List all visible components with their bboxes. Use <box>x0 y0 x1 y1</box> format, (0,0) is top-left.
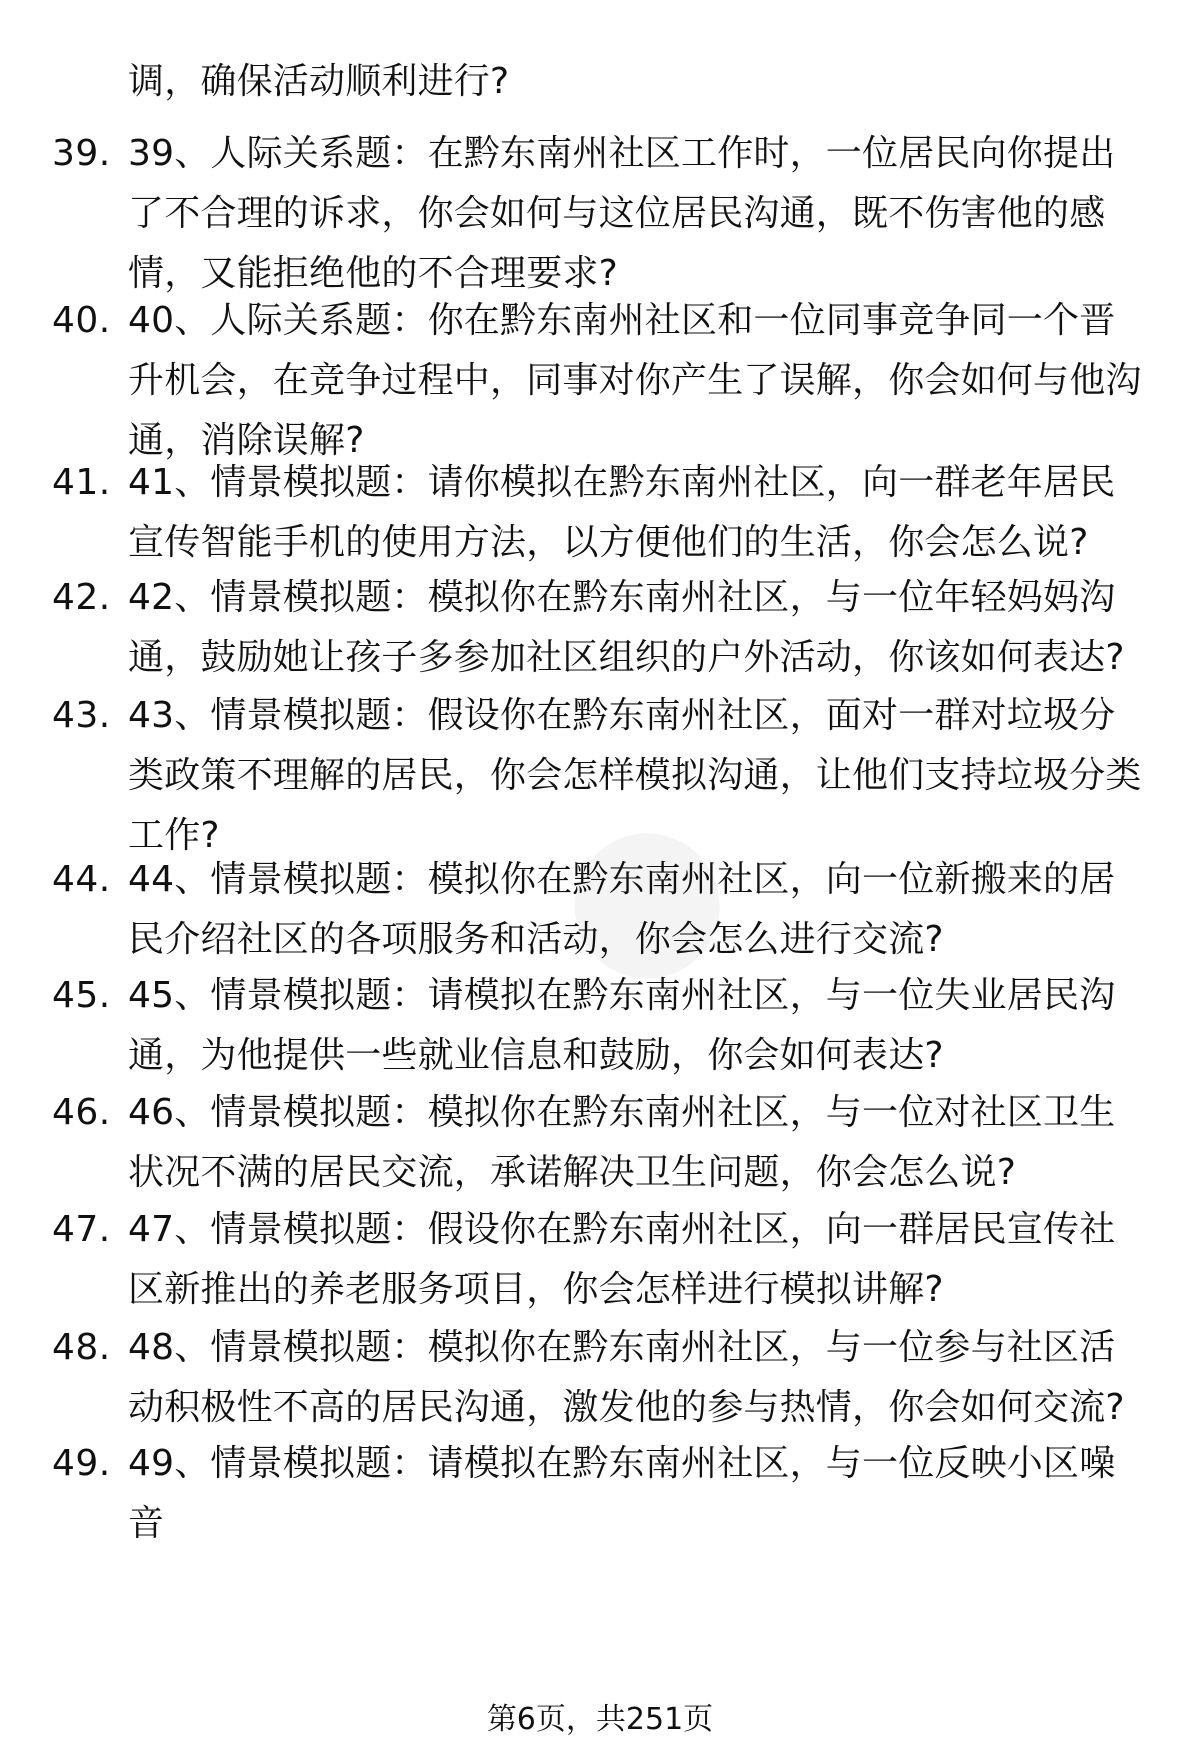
question-number: 42. <box>52 577 111 618</box>
continuation-text: 调，确保活动顺利进行? <box>128 61 510 102</box>
question-number: 49. <box>52 1443 111 1484</box>
question-text: 39、人际关系题：在黔东南州社区工作时，一位居民向你提出了不合理的诉求，你会如何与这位居民沟通，既不伤害他的感情，又能拒绝他的不合理要求? <box>128 133 1116 294</box>
question-number: 48. <box>52 1327 111 1368</box>
question-text: 42、情景模拟题：模拟你在黔东南州社区，与一位年轻妈妈沟通，鼓励她让孩子多参加社区组织的户外活动，你该如何表达? <box>128 577 1125 678</box>
question-text: 48、情景模拟题：模拟你在黔东南州社区，与一位参与社区活动积极性不高的居民沟通，激发他的参与热情，你会如何交流? <box>128 1327 1125 1428</box>
question-number: 39. <box>52 133 111 174</box>
question-text: 46、情景模拟题：模拟你在黔东南州社区，与一位对社区卫生状况不满的居民交流，承诺解决卫生问题，你会怎么说? <box>128 1092 1116 1193</box>
question-text: 43、情景模拟题：假设你在黔东南州社区，面对一群对垃圾分类政策不理解的居民，你会怎样模拟沟通，让他们支持垃圾分类工作? <box>128 695 1142 856</box>
question-text: 41、情景模拟题：请你模拟在黔东南州社区，向一群老年居民宣传智能手机的使用方法，以方便他们的生活，你会怎么说? <box>128 462 1116 563</box>
page-footer: 第6页，共251页 <box>486 1702 714 1737</box>
question-number: 40. <box>52 300 111 341</box>
question-number: 44. <box>52 859 111 900</box>
question-number: 46. <box>52 1092 111 1133</box>
question-text: 40、人际关系题：你在黔东南州社区和一位同事竞争同一个晋升机会，在竞争过程中，同事对你产生了误解，你会如何与他沟通，消除误解? <box>128 300 1142 461</box>
question-number: 41. <box>52 462 111 503</box>
question-text: 45、情景模拟题：请模拟在黔东南州社区，与一位失业居民沟通，为他提供一些就业信息和鼓励，你会如何表达? <box>128 975 1116 1076</box>
question-number: 43. <box>52 695 111 736</box>
question-number: 47. <box>52 1209 111 1250</box>
question-text: 44、情景模拟题：模拟你在黔东南州社区，向一位新搬来的居民介绍社区的各项服务和活动，你会怎么进行交流? <box>128 859 1116 960</box>
question-text: 49、情景模拟题：请模拟在黔东南州社区，与一位反映小区噪音 <box>128 1443 1116 1544</box>
question-text: 47、情景模拟题：假设你在黔东南州社区，向一群居民宣传社区新推出的养老服务项目，你会怎样进行模拟讲解? <box>128 1209 1116 1310</box>
question-number: 45. <box>52 975 111 1016</box>
